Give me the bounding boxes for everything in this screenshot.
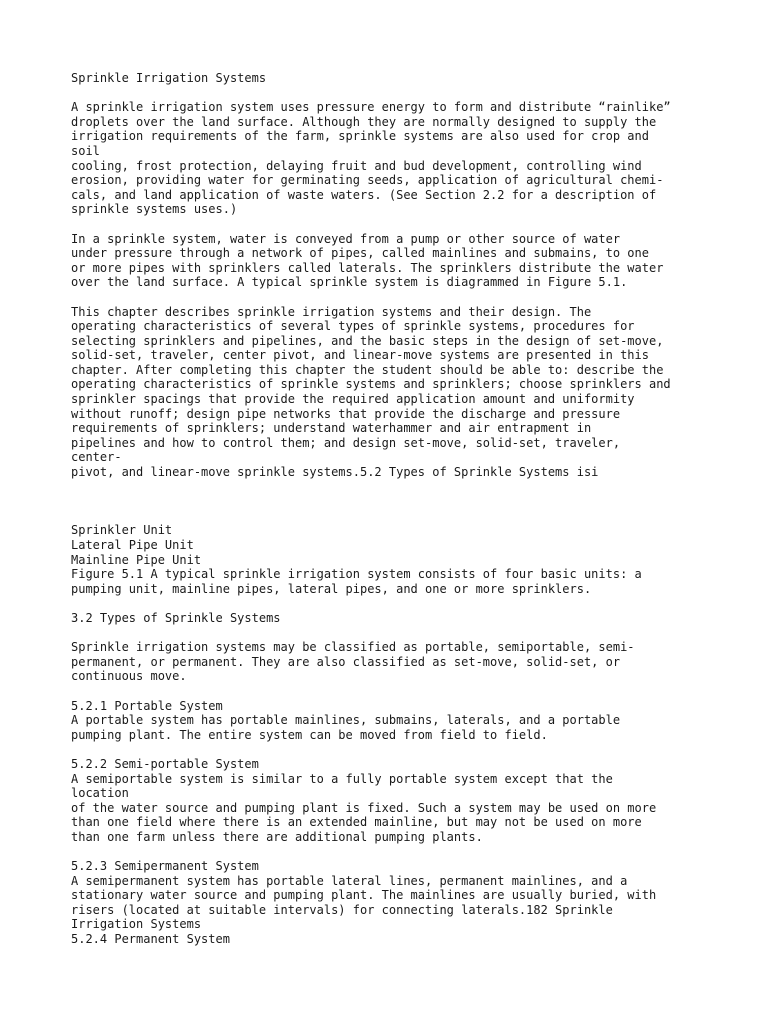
subsection-heading: 5.2.2 Semi-portable System bbox=[71, 756, 259, 771]
text-line: erosion, providing water for germinating seeds, application of agricultural chemi- bbox=[71, 173, 664, 188]
classification-paragraph bbox=[71, 640, 731, 684]
text-line: or more pipes with sprinklers called laterals. The sprinklers distribute the water bbox=[71, 260, 664, 275]
text-line: pipelines and how to control them; and design set-move, solid-set, traveler, bbox=[71, 435, 621, 450]
text-line: cals, and land application of waste waters. (See Section 2.2 for a description of bbox=[71, 187, 657, 202]
subsection-heading: 5.2.1 Portable System bbox=[71, 698, 223, 713]
text-line: sprinkler spacings that provide the required application amount and uniformity bbox=[71, 392, 635, 407]
figure-caption: pumping unit, mainline pipes, lateral pipes, and one or more sprinklers. bbox=[71, 581, 592, 596]
text-line: soil bbox=[71, 143, 100, 158]
text-line: than one farm unless there are additional pumping plants. bbox=[71, 829, 483, 844]
text-line: chapter. After completing this chapter the student should be able to: describe the bbox=[71, 362, 664, 377]
figure-caption: Figure 5.1 A typical sprinkle irrigation system consists of four basic units: a bbox=[71, 567, 642, 582]
document-page bbox=[71, 71, 731, 947]
text-line: irrigation requirements of the farm, sprinkle systems are also used for crop and bbox=[71, 129, 649, 144]
text-line: A sprinkle irrigation system uses pressure energy to form and distribute “rainlike” bbox=[71, 100, 671, 115]
text-line: sprinkle systems uses.) bbox=[71, 202, 238, 217]
text-line: pivot, and linear-move sprinkle systems.5.2 Types of Sprinkle Systems isi bbox=[71, 465, 599, 480]
text-line: selecting sprinklers and pipelines, and the basic steps in the design of set-move, bbox=[71, 333, 664, 348]
subsection-heading: 5.2.3 Semipermanent System bbox=[71, 859, 259, 874]
text-line: than one field where there is an extended mainline, but may not be used on more bbox=[71, 815, 642, 830]
text-line: operating characteristics of sprinkle systems and sprinklers; choose sprinklers and bbox=[71, 377, 671, 392]
chapter-overview-paragraph bbox=[71, 305, 731, 480]
text-line: operating characteristics of several types of sprinkle systems, procedures for bbox=[71, 319, 635, 334]
text-line: cooling, frost protection, delaying fruit and bud development, controlling wind bbox=[71, 158, 642, 173]
text-line: In a sprinkle system, water is conveyed from a pump or other source of water bbox=[71, 231, 621, 246]
text-line: over the land surface. A typical sprinkle system is diagrammed in Figure 5.1. bbox=[71, 275, 628, 290]
section-semipermanent-system bbox=[71, 859, 731, 947]
section-portable-system bbox=[71, 699, 731, 743]
text-line: risers (located at suitable intervals) for connecting laterals.182 Sprinkle bbox=[71, 902, 613, 917]
section-semi-portable-system bbox=[71, 757, 731, 845]
figure-label-mainline-pipe-unit: Mainline Pipe Unit bbox=[71, 552, 202, 567]
page-title: Sprinkle Irrigation Systems bbox=[71, 71, 267, 85]
text-line: location bbox=[71, 786, 129, 801]
intro-paragraph bbox=[71, 100, 731, 217]
text-line: under pressure through a network of pipes, called mainlines and submains, to one bbox=[71, 246, 649, 261]
text-line: A semiportable system is similar to a fully portable system except that the bbox=[71, 771, 613, 786]
figure-label-lateral-pipe-unit: Lateral Pipe Unit bbox=[71, 538, 194, 552]
text-line: permanent, or permanent. They are also classified as set-move, solid-set, or bbox=[71, 654, 621, 669]
text-line: of the water source and pumping plant is fixed. Such a system may be used on more bbox=[71, 800, 657, 815]
text-line: Irrigation Systems bbox=[71, 917, 202, 932]
text-line: stationary water source and pumping plant. The mainlines are usually buried, with bbox=[71, 888, 657, 903]
conveyance-paragraph bbox=[71, 232, 731, 290]
text-line: continuous move. bbox=[71, 669, 187, 684]
text-line: A portable system has portable mainlines, submains, laterals, and a portable bbox=[71, 713, 621, 728]
section-heading-types: 3.2 Types of Sprinkle Systems bbox=[71, 610, 281, 625]
text-line: A semipermanent system has portable lateral lines, permanent mainlines, and a bbox=[71, 873, 628, 888]
figure-label-sprinkler-unit: Sprinkler Unit bbox=[71, 523, 173, 538]
figure-labels bbox=[71, 523, 731, 596]
text-line: requirements of sprinklers; understand waterhammer and air entrapment in bbox=[71, 421, 592, 436]
text-line: This chapter describes sprinkle irrigation systems and their design. The bbox=[71, 304, 592, 319]
subsection-heading: 5.2.4 Permanent System bbox=[71, 932, 230, 947]
text-line: droplets over the land surface. Although they are normally designed to supply the bbox=[71, 114, 657, 129]
text-line: without runoff; design pipe networks that provide the discharge and pressure bbox=[71, 406, 621, 421]
text-line: Sprinkle irrigation systems may be classified as portable, semiportable, semi- bbox=[71, 640, 635, 655]
text-line: pumping plant. The entire system can be moved from field to field. bbox=[71, 727, 548, 742]
text-line: center- bbox=[71, 450, 122, 465]
text-line: solid-set, traveler, center pivot, and linear-move systems are presented in this bbox=[71, 348, 649, 363]
